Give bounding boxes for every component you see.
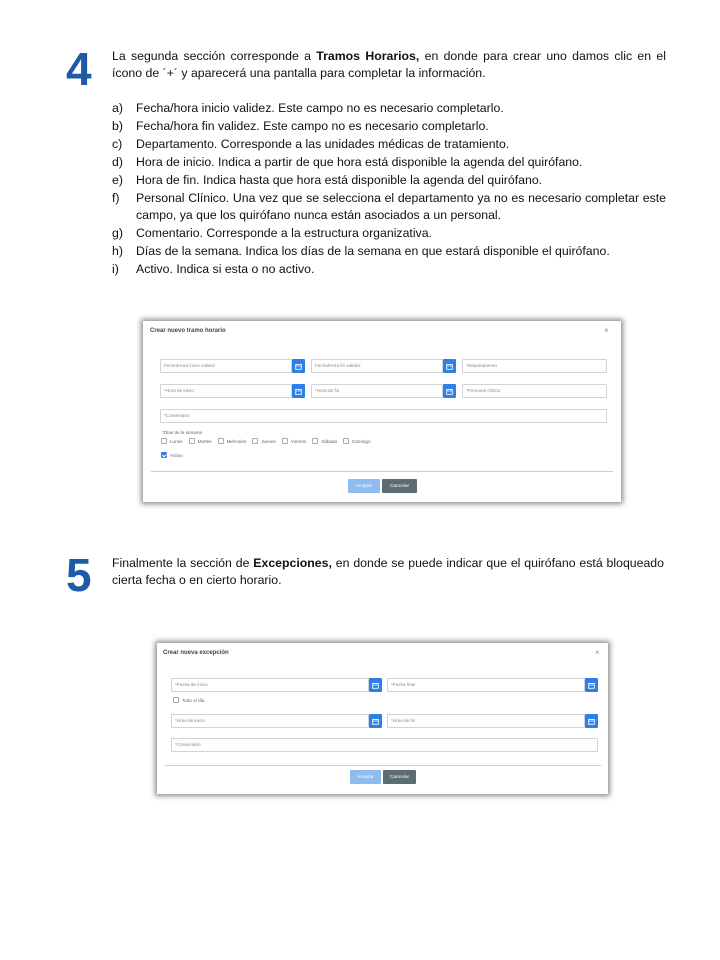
weekday-checkbox[interactable] xyxy=(343,438,349,444)
calendar-button[interactable] xyxy=(369,678,382,692)
list-marker: a) xyxy=(112,101,123,115)
weekday-label: Viernes xyxy=(290,438,307,444)
list-item-text: Fecha/hora fin validez. Este campo no es necesario completarlo. xyxy=(136,118,489,133)
list-item xyxy=(112,136,666,154)
list-marker: h) xyxy=(112,244,123,259)
start-time-input[interactable]: *Hora de inicio xyxy=(171,714,369,728)
list-item xyxy=(112,154,666,172)
list-item-text: Hora de fin. Indica hasta que hora está disponible la agenda del quirófano. xyxy=(136,172,543,187)
weekday-label: Domingo xyxy=(352,438,371,444)
start-validity-input[interactable]: Fecha/Hora inicio validez xyxy=(160,359,292,373)
list-item xyxy=(112,172,666,190)
intro-text-pre: La segunda sección corresponde a xyxy=(112,49,317,63)
end-validity-input[interactable]: Fecha/Hora fin validez xyxy=(311,359,443,373)
list-item xyxy=(112,100,666,118)
close-icon[interactable]: × xyxy=(595,648,600,657)
modal-title: Crear nuevo tramo horario xyxy=(150,328,226,334)
list-marker: g) xyxy=(112,226,123,241)
list-item-text: Departamento. Corresponde a las unidades médicas de tratamiento. xyxy=(136,136,510,151)
weekday-label: Martes xyxy=(197,438,212,444)
step-number-4: 4 xyxy=(66,43,92,95)
list-item-text: Fecha/hora inicio validez. Este campo no es necesario completarlo. xyxy=(136,101,504,115)
calendar-button[interactable] xyxy=(292,359,305,373)
cancel-button[interactable]: Cancelar xyxy=(382,479,417,493)
calendar-icon xyxy=(295,363,302,370)
list-marker: c) xyxy=(112,136,123,151)
end-date-input[interactable]: *Fecha final xyxy=(387,678,585,692)
calendar-button[interactable] xyxy=(585,678,598,692)
list-item xyxy=(112,118,666,136)
all-day-checkbox-row[interactable] xyxy=(173,697,204,703)
new-exception-modal xyxy=(157,643,608,794)
calendar-icon xyxy=(588,718,595,725)
intro-text-pre: Finalmente la sección de xyxy=(112,556,254,570)
list-marker: e) xyxy=(112,172,123,187)
weekday-checkbox[interactable] xyxy=(218,438,224,444)
weekdays-label: *Días de la semana xyxy=(162,430,203,435)
all-day-label: Todo el día xyxy=(182,697,205,703)
weekday-checkboxes xyxy=(161,438,371,444)
field-description-list xyxy=(112,100,666,279)
list-marker: b) xyxy=(112,118,123,133)
section-5-intro xyxy=(112,555,664,589)
calendar-icon xyxy=(588,682,595,689)
intro-bold-excepciones: Excepciones, xyxy=(253,556,332,570)
all-day-checkbox[interactable] xyxy=(173,697,179,703)
footer-divider xyxy=(151,471,613,472)
active-checkbox[interactable] xyxy=(161,452,167,458)
list-item-text: Días de la semana. Indica los días de la semana en que estará disponible el quirófano. xyxy=(136,244,610,259)
clock-button[interactable] xyxy=(585,714,598,728)
list-item-text: Comentario. Corresponde a la estructura organizativa. xyxy=(136,226,432,241)
weekday-label: Miércoles xyxy=(226,438,247,444)
close-icon[interactable]: × xyxy=(604,326,609,335)
modal-title: Crear nueva excepción xyxy=(163,650,229,656)
clock-button[interactable] xyxy=(443,384,456,398)
calendar-icon xyxy=(372,718,379,725)
comment-input[interactable]: *Comentario xyxy=(171,738,598,752)
list-marker: i) xyxy=(112,262,119,277)
accept-button[interactable]: Aceptar xyxy=(350,770,381,784)
list-item-text: Hora de inicio. Indica a partir de que hora está disponible la agenda del quirófano. xyxy=(136,154,583,169)
calendar-icon xyxy=(372,682,379,689)
list-marker: f) xyxy=(112,190,120,205)
footer-divider xyxy=(165,765,601,766)
list-item xyxy=(112,243,666,261)
section-4-intro xyxy=(112,48,666,82)
active-label: Activo xyxy=(170,452,183,458)
end-time-input[interactable]: *Hora de fin xyxy=(311,384,443,398)
list-marker: d) xyxy=(112,154,123,169)
intro-text-post: en donde se puede indicar que el quirófano está bloqueado cierta fecha o en cierto horario. xyxy=(112,556,664,587)
weekday-label: Sábado xyxy=(321,438,338,444)
accept-button[interactable]: Aceptar xyxy=(348,479,380,493)
start-time-input[interactable]: *Hora de inicio xyxy=(160,384,292,398)
department-input[interactable]: *Departamento xyxy=(462,359,607,373)
weekday-checkbox[interactable] xyxy=(312,438,318,444)
weekday-checkbox[interactable] xyxy=(161,438,167,444)
clock-button[interactable] xyxy=(292,384,305,398)
intro-bold-tramos: Tramos Horarios, xyxy=(316,49,420,63)
weekday-label: Lunes xyxy=(170,438,183,444)
active-checkbox-row[interactable] xyxy=(161,452,183,458)
list-item xyxy=(112,190,666,226)
intro-text-post: en donde para crear uno damos clic en el ícono de ´+´ y aparecerá una pantalla para completar la información. xyxy=(112,49,666,80)
calendar-icon xyxy=(295,388,302,395)
weekday-checkbox[interactable] xyxy=(282,438,288,444)
calendar-icon xyxy=(446,363,453,370)
list-item-text: Activo. Indica si esta o no activo. xyxy=(136,262,315,277)
calendar-icon xyxy=(446,388,453,395)
new-time-slot-modal xyxy=(143,321,621,502)
calendar-button[interactable] xyxy=(443,359,456,373)
list-item xyxy=(112,225,666,243)
weekday-label: Jueves xyxy=(261,438,276,444)
list-item-text: Personal Clínico. Una vez que se selecciona el departamento ya no es necesario completar este campo, ya que los quirófano nunca están asociados a un personal. xyxy=(136,190,666,223)
weekday-checkbox[interactable] xyxy=(252,438,258,444)
start-date-input[interactable]: *Fecha de inicio xyxy=(171,678,369,692)
clock-button[interactable] xyxy=(369,714,382,728)
comment-input[interactable]: *Comentario xyxy=(160,409,607,423)
weekday-checkbox[interactable] xyxy=(189,438,195,444)
clinical-staff-input[interactable]: *Personal clínico xyxy=(462,384,607,398)
cancel-button[interactable]: Cancelar xyxy=(383,770,416,784)
step-number-5: 5 xyxy=(66,549,92,601)
list-item xyxy=(112,261,666,279)
end-time-input[interactable]: *Hora de fin xyxy=(387,714,585,728)
